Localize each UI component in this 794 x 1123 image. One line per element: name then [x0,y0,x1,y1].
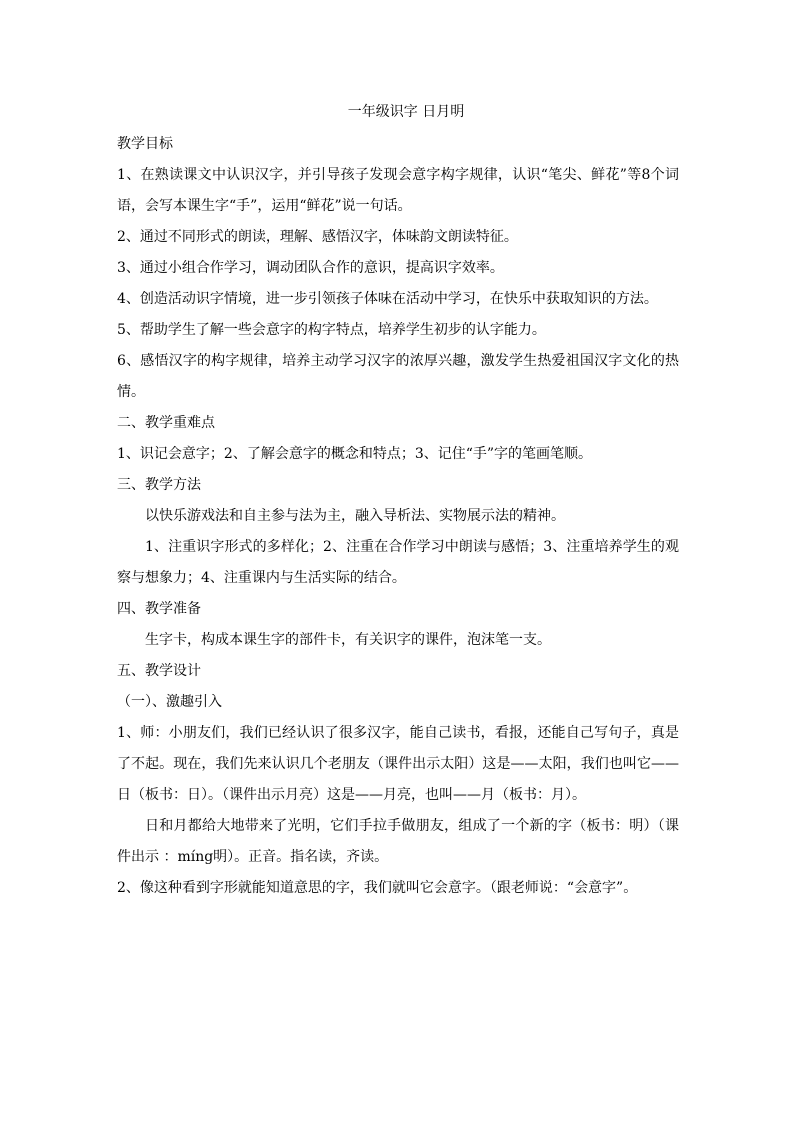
objective-2: 2、通过不同形式的朗读，理解、感悟汉字，体味韵文朗读特征。 [117,229,518,245]
methods-text-2: 1、注重识字形式的多样化；2、注重在合作学习中朗读与感悟；3、注重培养学生的观察与想象力；4、注重课内与生活实际的结合。 [117,539,679,586]
section-heading-objectives: 教学目标 [117,136,173,152]
objective-5: 5、帮助学生了解一些会意字的构字特点，培养学生初步的认字能力。 [117,322,546,338]
objective-3: 3、通过小组合作学习，调动团队合作的意识，提高识字效率。 [117,260,504,276]
section-heading-design: 五、教学设计 [117,663,201,679]
document-title: 一年级识字 日月明 [347,104,465,120]
section-heading-preparation: 四、教学准备 [117,601,201,617]
section-heading-key-points: 二、教学重难点 [117,415,215,431]
section-heading-methods: 三、教学方法 [117,477,201,493]
key-points-text: 1、识记会意字；2、了解会意字的概念和特点；3、记住“手”字的笔画笔顺。 [117,446,593,462]
design-step-1-cont: 日和月都给大地带来了光明，它们手拉手做朋友，组成了一个新的字（板书：明）（课件出示 ：míng明）。正音。指名读，齐读。 [117,818,679,865]
objective-4: 4、创造活动识字情境，进一步引领孩子体味在活动中学习，在快乐中获取知识的方法。 [117,291,658,307]
document-body [117,98,679,904]
methods-text-1: 以快乐游戏法和自主参与法为主，融入导析法、实物展示法的精神。 [145,508,565,524]
subsection-heading-intro: （一）、激趣引入 [117,694,222,710]
objective-6: 6、感悟汉字的构字规律，培养主动学习汉字的浓厚兴趣，激发学生热爱祖国汉字文化的热情。 [117,353,679,400]
design-step-1: 1、师：小朋友们，我们已经认识了很多汉字，能自己读书，看报，还能自己写句子，真是了不起。现在，我们先来认识几个老朋友（课件出示太阳）这是——太阳，我们也叫它——日（板书：日）。（课件出示月亮）这是——月亮，也叫——月（板书：月）。 [117,725,679,803]
design-step-2: 2、像这种看到字形就能知道意思的字，我们就叫它会意字。（跟老师说：“会意字”。 [117,880,638,896]
objective-1: 1、在熟读课文中认识汉字，并引导孩子发现会意字构字规律，认识“笔尖、鲜花”等8个词语，会写本课生字“手”，运用“鲜花”说一句话。 [117,167,679,214]
preparation-text: 生字卡，构成本课生字的部件卡，有关识字的课件，泡沫笔一支。 [145,632,551,648]
